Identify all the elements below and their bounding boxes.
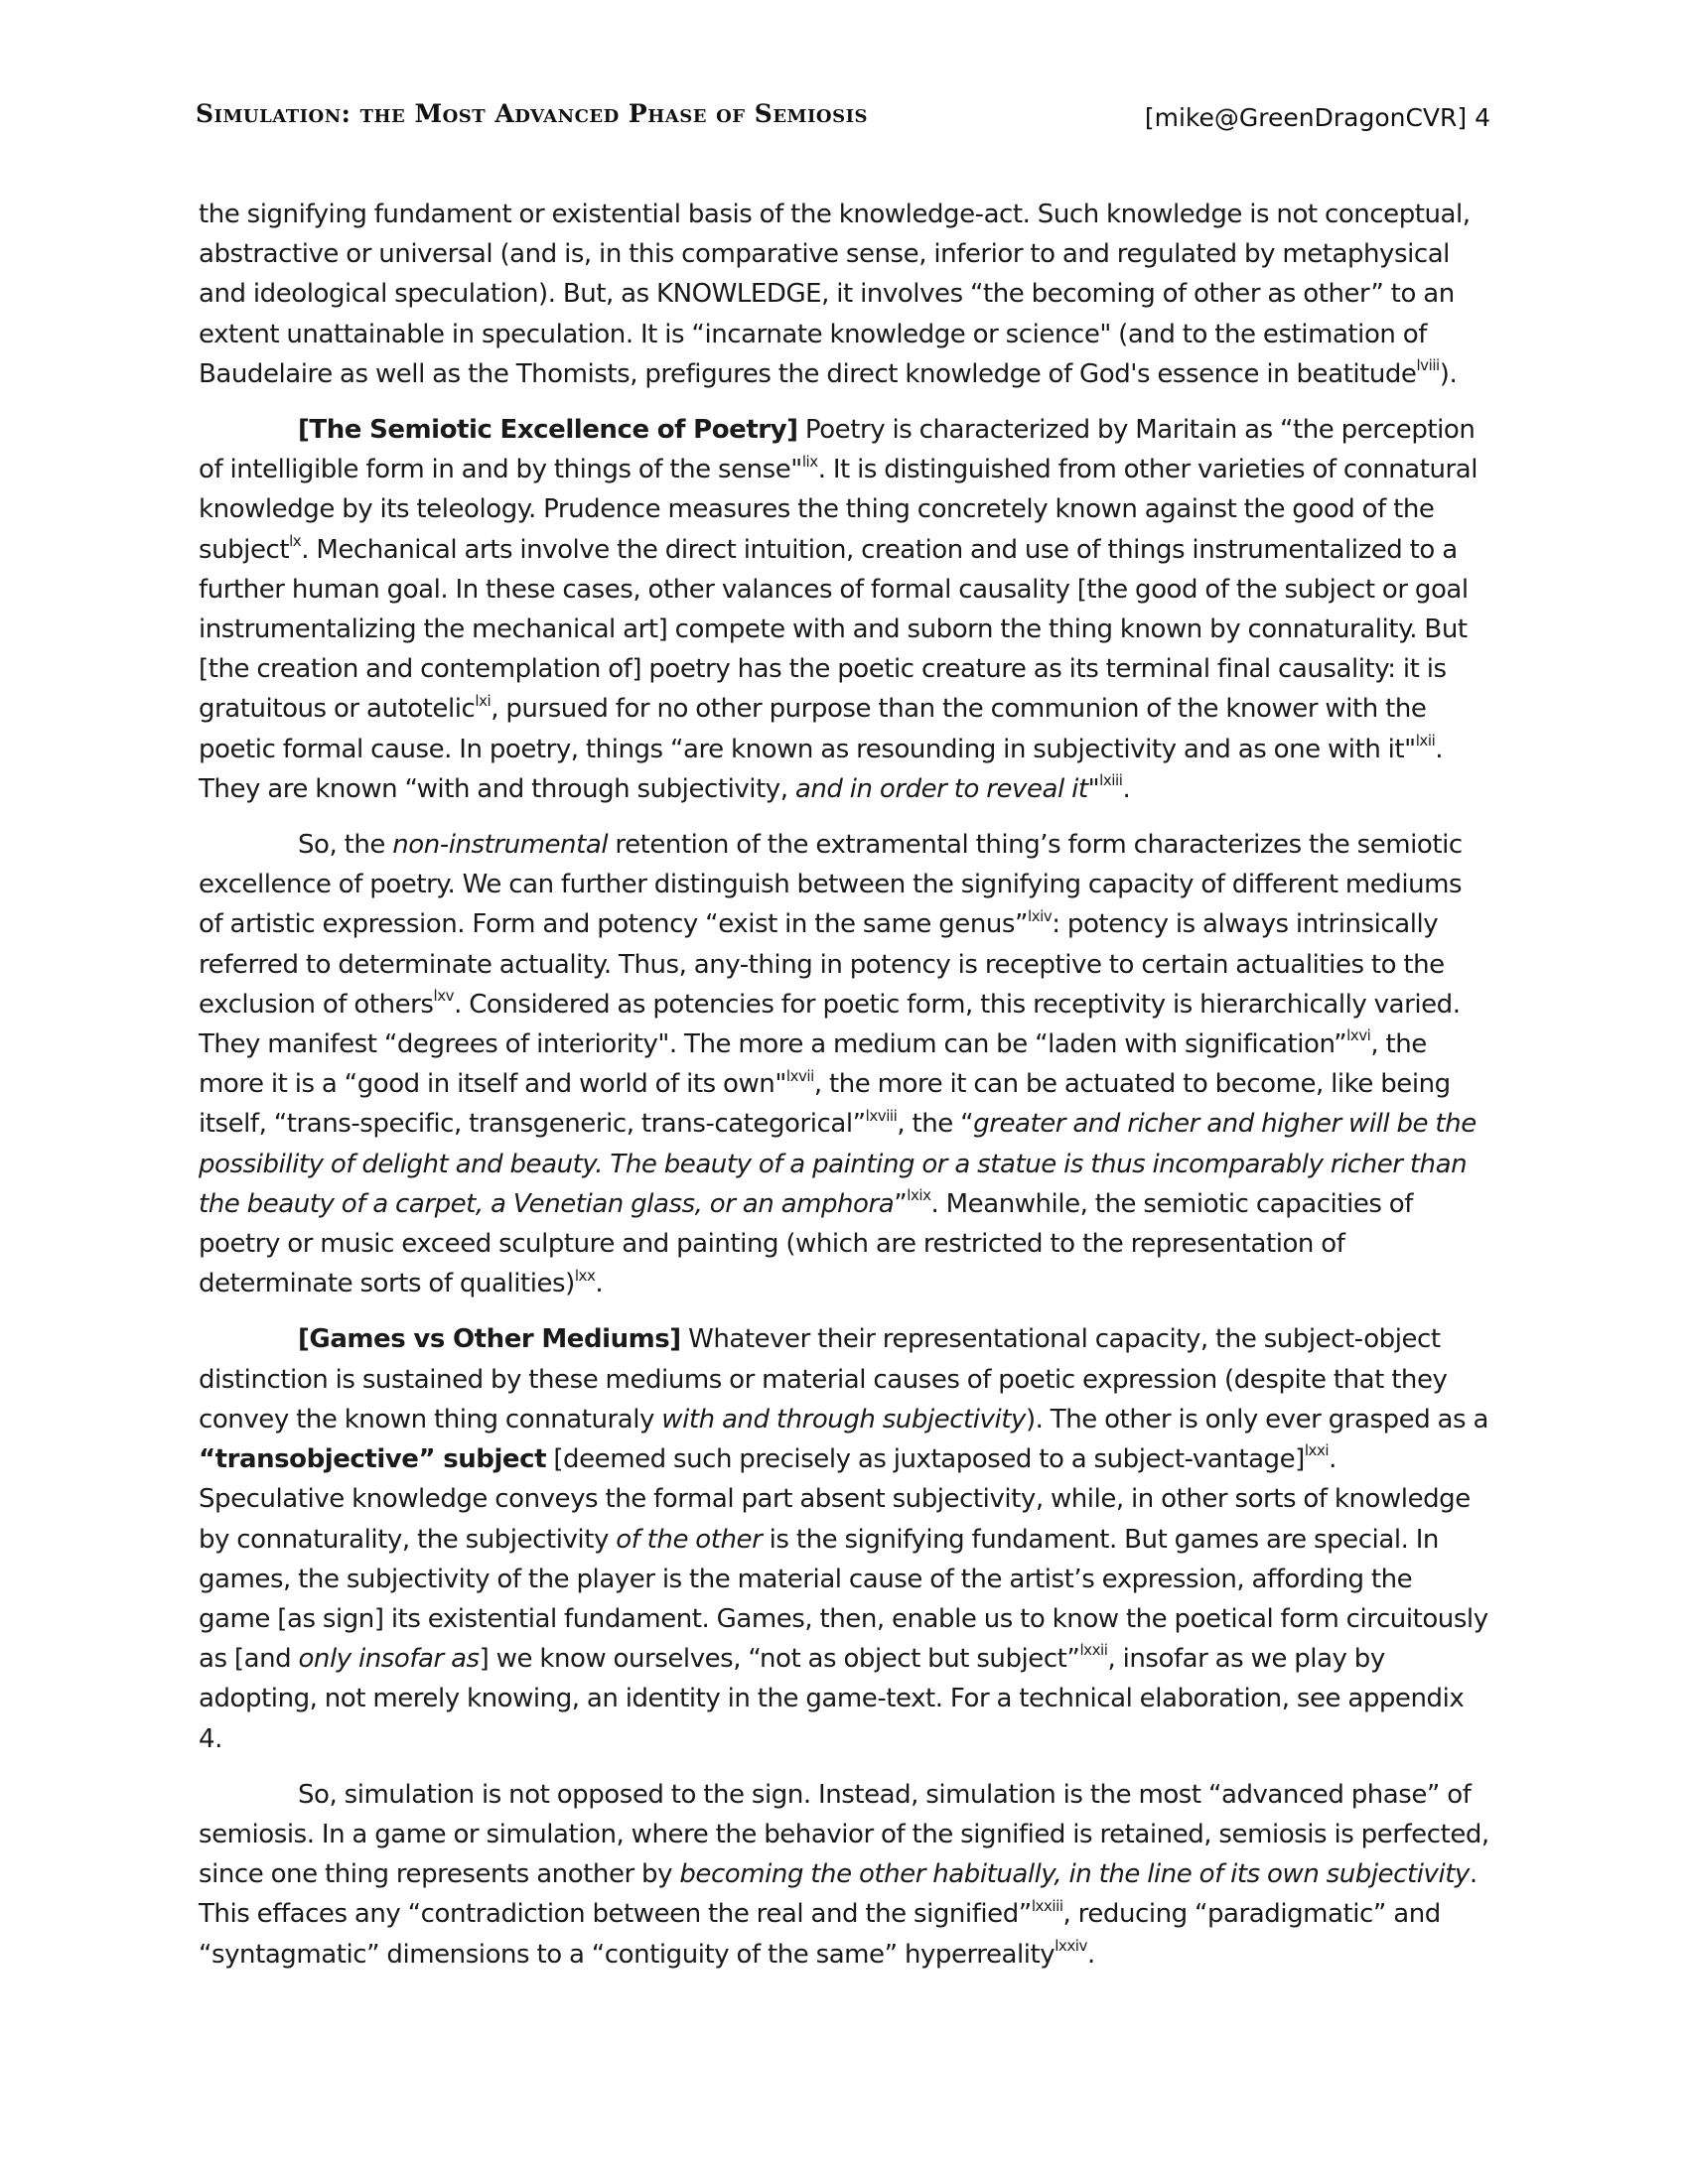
endnote-ref[interactable]: lxiii	[1099, 771, 1123, 790]
running-head: Simulation: the Most Advanced Phase of Semiosis	[196, 99, 868, 128]
author-page-number: [mike@GreenDragonCVR] 4	[1144, 103, 1490, 132]
endnote-ref[interactable]: lxvii	[785, 1066, 814, 1085]
endnote-ref[interactable]: lxviii	[865, 1106, 898, 1125]
endnote-ref[interactable]: lxvi	[1346, 1026, 1371, 1045]
endnote-ref[interactable]: lxv	[433, 987, 455, 1006]
endnote-ref[interactable]: lxxii	[1079, 1641, 1108, 1660]
paragraph-1: the signifying fundament or existential basis of the knowledge-act. Such knowledge is not conceptual, abstractive or universal (and is, in this comparative sense, inferior to and regulated by metaphysical and ideological speculation). But, as KNOWLEDGE, it involves “the becoming of other as other” to an extent unattainable in speculation. It is “incarnate knowledge or science" (and to the estimation of Baudelaire as well as the Thomists, prefigures the direct knowledge of God's essence in beatitude$^{lviii}$).	[199, 200, 1471, 389]
paragraph-2: [The Semiotic Excellence of Poetry] Poetry is characterized by Maritain as “the perception of intelligible form in and by things of the sense"$^{lix}$. It is distinguished from other varieties of connatural knowledge by its teleology. Prudence measures the thing concretely known against the good of the subject$^{lx}$. Mechanical arts involve the direct intuition, creation and use of things instrumentalized to a further human goal. In these cases, other valances of formal causality [the good of the subject or goal instrumentalizing the mechanical art] compete with and suborn the thing known by connaturality. But [the creation and contemplation of] poetry has the poetic creature as its terminal final causality: it is gratuitous or autotelic$^{lxi}$, pursued for no other purpose than the communion of the knower with the poetic formal cause. In poetry, things “are known as resounding in subjectivity and as one with it"$^{lxii}$. They are known “with and through subjectivity, and in order to reveal it"$^{lxiii}$.	[199, 415, 1478, 804]
paragraph-3: So, the non-instrumental retention of the extramental thing’s form characterizes the semiotic excellence of poetry. We can further distinguish between the signifying capacity of different mediums of artistic expression. Form and potency “exist in the same genus”$^{lxiv}$: potency is always intrinsically referred to determinate actuality. Thus, any-thing in potency is receptive to certain actualities to the exclusion of others$^{lxv}$. Considered as potencies for poetic form, this receptivity is hierarchically varied. They manifest “degrees of interiority". The more a medium can be “laden with signification”$^{lxvi}$, the more it is a “good in itself and world of its own"$^{lxvii}$, the more it can be actuated to become, like being itself, “trans-specific, transgeneric, trans-categorical”$^{lxviii}$, the “greater and richer and higher will be the possibility of delight and beauty. The beauty of a painting or a statue is thus incomparably richer than the beauty of a carpet, a Venetian glass, or an amphora”$^{lxix}$. Meanwhile, the semiotic capacities of poetry or music exceed sculpture and painting (which are restricted to the representation of determinate sorts of qualities)$^{lxx}$.	[199, 830, 1477, 1299]
section-heading: [The Semiotic Excellence of Poetry]	[298, 415, 798, 446]
endnote-ref[interactable]: lxx	[574, 1266, 596, 1285]
section-heading: [Games vs Other Mediums]	[298, 1324, 681, 1355]
emphasis-term: “transobjective” subject	[199, 1444, 547, 1475]
endnote-ref[interactable]: lxxi	[1304, 1441, 1330, 1460]
endnote-ref[interactable]: lxi	[475, 691, 492, 710]
body-text	[199, 195, 1489, 1990]
paragraph-4: [Games vs Other Mediums] Whatever their representational capacity, the subject-object distinction is sustained by these mediums or material causes of poetic expression (despite that they convey the known thing connaturaly with and through subjectivity). The other is only ever grasped as a “transobjective” subject [deemed such precisely as juxtaposed to a subject-vantage]$^{lxxi}$. Speculative knowledge conveys the formal part absent subjectivity, while, in other sorts of knowledge by connaturality, the subjectivity of the other is the signifying fundament. But games are special. In games, the subjectivity of the player is the material cause of the artist’s expression, affording the game [as sign] its existential fundament. Games, then, enable us to know the poetical form circuitously as [and only insofar as] we know ourselves, “not as object but subject”$^{lxxii}$, insofar as we play by adopting, not merely knowing, an identity in the game-text. For a technical elaboration, see appendix 4.	[199, 1324, 1488, 1754]
endnote-ref[interactable]: lxii	[1415, 731, 1436, 750]
paragraph-5: So, simulation is not opposed to the sign. Instead, simulation is the most “advanced phase” of semiosis. In a game or simulation, where the behavior of the signified is retained, semiosis is perfected, since one thing represents another by becoming the other habitually, in the line of its own subjectivity. This effaces any “contradiction between the real and the signified”$^{lxxiii}$, reducing “paradigmatic” and “syntagmatic” dimensions to a “contiguity of the same” hyperreality$^{lxxiv}$.	[199, 1779, 1489, 1970]
endnote-ref[interactable]: lviii	[1416, 356, 1440, 375]
endnote-ref[interactable]: lxxiii	[1031, 1896, 1063, 1915]
endnote-ref[interactable]: lxxiv	[1055, 1936, 1087, 1955]
endnote-ref[interactable]: lx	[289, 531, 302, 550]
endnote-ref[interactable]: lix	[801, 452, 818, 471]
endnote-ref[interactable]: lxix	[907, 1186, 931, 1205]
endnote-ref[interactable]: lxiv	[1028, 906, 1053, 925]
